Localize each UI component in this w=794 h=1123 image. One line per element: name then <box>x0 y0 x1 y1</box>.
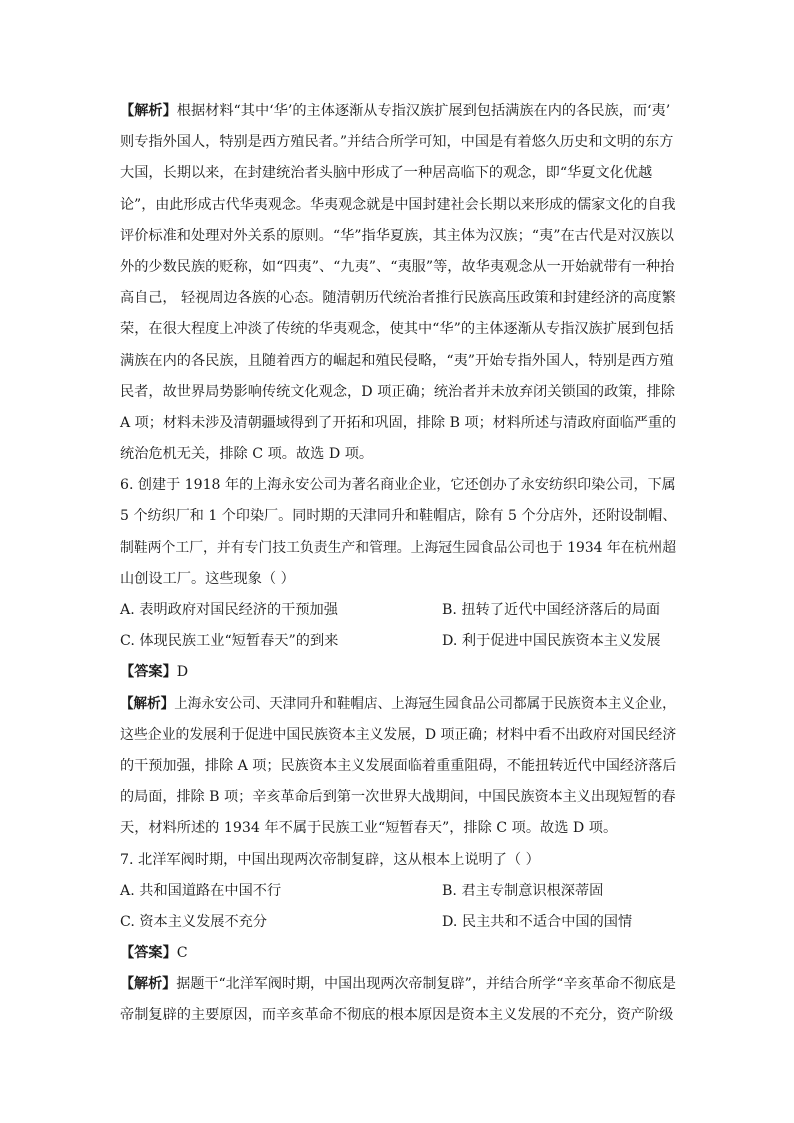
document-page <box>120 96 676 1032</box>
analysis-line: 帝制复辟的主要原因，而辛亥革命不彻底的根本原因是资本主义发展的不充分，资产阶级 <box>120 1007 674 1024</box>
option-c: C. 体现民族工业“短暂春天”的到来 <box>120 633 339 650</box>
analysis-line: 论”，由此形成古代华夷观念。华夷观念就是中国封建社会长期以来形成的儒家文化的自我 <box>120 196 676 213</box>
analysis-tag: 【解析】 <box>120 695 175 712</box>
analysis-line: 荣，在很大程度上冲淡了传统的华夷观念，使其中“华”的主体逐渐从专指汉族扩展到包括 <box>120 321 674 338</box>
analysis-line: 满族在内的各民族，且随着西方的崛起和殖民侵略，“夷”开始专指外国人，特别是西方殖 <box>120 352 674 369</box>
analysis-line: A 项；材料未涉及清朝疆域得到了开拓和巩固，排除 B 项；材料所述与清政府面临严重的 <box>120 414 677 431</box>
analysis-line <box>120 969 676 1000</box>
option-b: B. 扭转了近代中国经济落后的局面 <box>442 602 661 618</box>
question-6-stem: 6. 创建于 1918 年的上海永安公司为著名商业企业，它还创办了永安纺织印染公司，下属 <box>120 477 676 494</box>
analysis-tag: 【解析】 <box>120 976 177 993</box>
analysis-line: 评价标准和处理对外关系的原则。“华”指华夏族，其主体为汉族；“夷”在古代是对汉族以 <box>120 227 674 244</box>
option-d: D. 利于促进中国民族资本主义发展 <box>442 633 661 650</box>
analysis-line: 外的少数民族的贬称，如“四夷”、“九夷”、“夷服”等，故华夷观念从一开始就带有一种抬 <box>120 258 675 275</box>
analysis-line: 则专指外国人，特别是西方殖民者。”并结合所学可知，中国是有着悠久历史和文明的东方 <box>120 134 674 151</box>
answer-line <box>120 657 676 688</box>
answer-tag: 【答案】 <box>120 664 177 681</box>
question-6-stem: 5 个纺织厂和 1 个印染厂。同时期的天津同升和鞋帽店，除有 5 个分店外，还附设制帽、 <box>120 508 677 525</box>
option-a: A. 共和国道路在中国不行 <box>120 882 282 899</box>
analysis-text: 据题干“北洋军阀时期，中国出现两次帝制复辟”，并结合所学“辛亥革命不彻底是 <box>176 976 676 993</box>
question-7-options-row <box>120 876 676 907</box>
analysis-line <box>120 689 676 720</box>
analysis-text: 根据材料“其中‘华’的主体逐渐从专指汉族扩展到包括满族在内的各民族，而‘夷’ <box>176 103 671 119</box>
question-6-stem: 制鞋两个工厂，并有专门技工负责生产和管理。上海冠生园食品公司也于 1934 年在杭州超 <box>120 539 677 556</box>
analysis-tag: 【解析】 <box>120 103 177 119</box>
option-a: A. 表明政府对国民经济的干预加强 <box>120 602 338 618</box>
analysis-line: 天，材料所述的 1934 年不属于民族工业“短暂春天”，排除 C 项。故选 D 项。 <box>120 820 618 837</box>
question-6-stem: 山创设工厂。这些现象（ ） <box>120 570 295 587</box>
analysis-line: 大国，长期以来，在封建统治者头脑中形成了一种居高临下的观念，即“华夏文化优越 <box>120 165 653 182</box>
analysis-line: 高自己， 轻视周边各族的心态。随清朝历代统治者推行民族高压政策和封建经济的高度繁 <box>120 290 676 307</box>
question-7-options-row <box>120 907 676 938</box>
analysis-line: 民者，故世界局势影响传统文化观念，D 项正确；统治者并未放弃闭关锁国的政策，排除 <box>120 383 676 400</box>
question-7-stem: 7. 北洋军阀时期，中国出现两次帝制复辟，这从根本上说明了（ ） <box>120 851 540 868</box>
option-b: B. 君主专制意识根深蒂固 <box>442 882 604 899</box>
analysis-line <box>120 96 676 127</box>
answer-tag: 【答案】 <box>120 945 177 962</box>
analysis-line: 这些企业的发展利于促进中国民族资本主义发展，D 项正确；材料中看不出政府对国民经济 <box>120 726 677 743</box>
analysis-text: 上海永安公司、天津同升和鞋帽店、上海冠生园食品公司都属于民族资本主义企业， <box>174 695 676 712</box>
answer-line <box>120 938 676 969</box>
answer-value: C <box>176 945 188 962</box>
option-d: D. 民主共和不适合中国的国情 <box>442 913 633 930</box>
analysis-line: 的干预加强，排除 A 项；民族资本主义发展面临着重重阻碍，不能扭转近代中国经济落后 <box>120 757 677 774</box>
question-6-options-row <box>120 595 676 626</box>
answer-value: D <box>176 664 189 681</box>
analysis-line: 统治危机无关，排除 C 项。故选 D 项。 <box>120 446 374 463</box>
question-6-options-row <box>120 626 676 657</box>
option-c: C. 资本主义发展不充分 <box>120 913 268 930</box>
analysis-line: 的局面，排除 B 项；辛亥革命后到第一次世界大战期间，中国民族资本主义出现短暂的春 <box>120 789 676 806</box>
